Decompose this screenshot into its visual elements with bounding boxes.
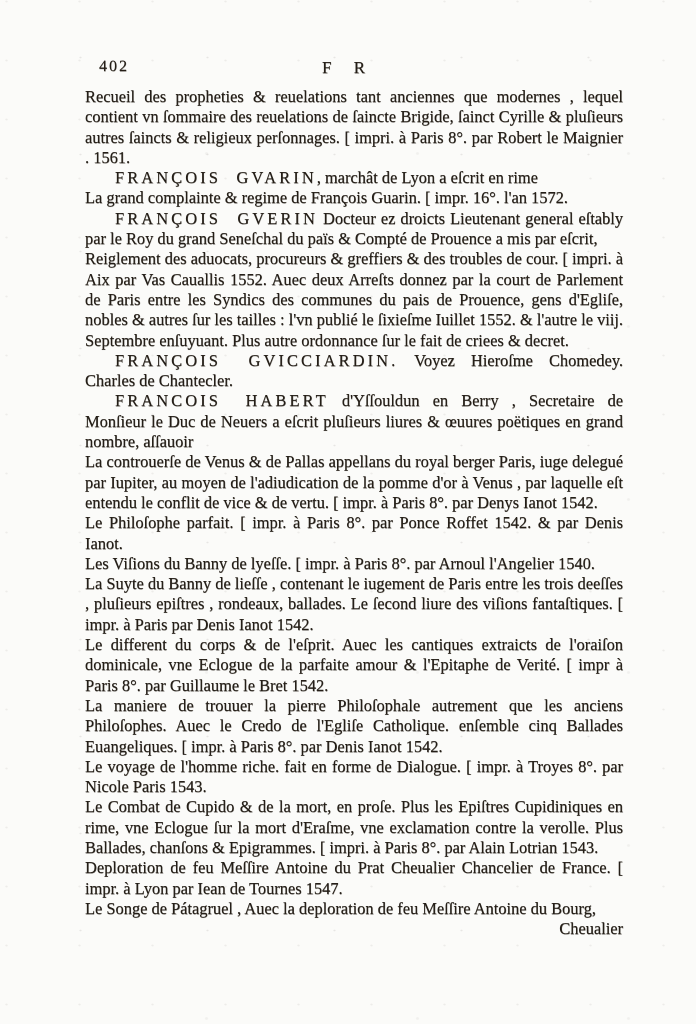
entry-paragraph (85, 168, 623, 188)
entry-paragraph (85, 452, 623, 513)
entry-paragraph (85, 87, 623, 168)
entry-text: La Suyte du Banny de lieſſe , contenant le iugement de Paris entre les trois deeſſes , pluſieurs epiſtres , rondeaux, ballades. Le ſecond liure des viſions fantaſtiques. [ impr. à Paris par Denis Ianot 1542. (85, 574, 624, 634)
entry-paragraph (85, 574, 623, 635)
entry-text: Reiglement des aduocats, procureurs & greffiers & des troubles de cour. [ impri. à Aix par Vas Cauallis 1552. Auec deux Arreſts donnez par la court de Parlement de Paris entre les Syndics des communes du pais de Prouence, gens d'Egliſe, nobles & autres ſur les tailles : l'vn publié le ſixieſme Iuillet 1552. & l'autre le viij. Septembre enſuyuant. Plus autre ordonnance ſur le fait de criees & decret. (85, 249, 623, 350)
entry-text: , marchât de Lyon a eſcrit en rime (316, 168, 538, 188)
entry-paragraph (85, 513, 623, 554)
page-header (0, 0, 696, 82)
entry-paragraph (85, 188, 623, 208)
entry-paragraph (85, 797, 623, 858)
entry-text: Le different du corps & de l'eſprit. Auec les cantiques extraicts de l'oraiſon dominicale, vne Eclogue de la parfaite amour & l'Epitaphe de Verité. [ impr à Paris 8°. par Guillaume le Bret 1542. (85, 635, 623, 695)
entry-text: Voyez Hieroſme Chomedey. Charles de Chantecler. (85, 350, 623, 391)
catchword-row (85, 919, 623, 939)
entry-text: La controuerſe de Venus & de Pallas appellans du royal berger Paris, iuge delegué par Iupiter, au moyen de l'adiudication de la pomme d'or à Venus , par laquelle eſt entendu le conflit de vice & de vertu. [ impr. à Paris 8°. par Denys Ianot 1542. (85, 452, 623, 512)
entry-text: Le Philoſophe parfait. [ impr. à Paris 8°. par Ponce Roffet 1542. & par Denis Ianot. (85, 513, 623, 553)
entry-paragraph (85, 696, 623, 757)
page-number: 402 (99, 58, 129, 75)
entry-paragraph (85, 209, 623, 250)
catchword: Cheualier (559, 919, 623, 939)
entry-paragraph (85, 391, 623, 452)
running-title: F R (321, 58, 375, 77)
entry-text: Le Songe de Pátagruel , Auec la deploration de feu Meſſire Antoine du Bourg, (85, 898, 596, 918)
entry-headword: FRANÇOIS GVARIN (115, 168, 317, 188)
text-block (85, 87, 623, 919)
entry-headword: FRANÇOIS GVICCIARDIN. (115, 350, 399, 370)
entry-paragraph (85, 858, 623, 899)
entry-headword: FRANCOIS HABERT (115, 391, 329, 411)
entry-paragraph (85, 757, 623, 798)
entry-text: Deploration de feu Meſſire Antoine du Prat Cheualier Chancelier de France. [ impr. à Lyon par Iean de Tournes 1547. (85, 858, 623, 898)
entry-headword: FRANÇOIS GVERIN (115, 208, 318, 228)
entry-text: Docteur ez droicts Lieutenant general eſtably par le Roy du grand Seneſchal du païs & Compté de Prouence a mis par eſcrit, (85, 208, 624, 249)
entry-text: Le voyage de l'homme riche. fait en forme de Dialogue. [ impr. à Troyes 8°. par Nicole Paris 1543. (85, 756, 623, 797)
entry-text: d'Yſſouldun en Berry , Secretaire de Monſieur le Duc de Neuers a eſcrit pluſieurs liures & œuures poëtiques en grand nombre, aſſauoir (85, 391, 623, 452)
entry-paragraph (85, 899, 623, 919)
entry-text: Recueil des propheties & reuelations tant anciennes que modernes , lequel contient vn ſommaire des reuelations de ſaincte Brigide, ſainct Cyrille & pluſieurs autres ſaincts & religieux perſonnages. [ impri. à Paris 8°. par Robert le Maignier . 1561. (85, 87, 623, 167)
entry-text: La grand complainte & regime de François Guarin. [ impr. 16°. l'an 1572. (85, 188, 568, 208)
entry-paragraph (85, 554, 623, 574)
entry-paragraph (85, 249, 623, 350)
entry-text: La maniere de trouuer la pierre Philoſophale autrement que les anciens Philoſophes. Auec le Credo de l'Egliſe Catholique. enſemble cinq Ballades Euangeliques. [ impr. à Paris 8°. par Denis Ianot 1542. (85, 695, 623, 756)
entry-text: Les Viſions du Banny de lyeſſe. [ impr. à Paris 8°. par Arnoul l'Angelier 1540. (85, 553, 595, 573)
entry-text: Le Combat de Cupido & de la mort, en proſe. Plus les Epiſtres Cupidiniques en rime, vne Eclogue ſur la mort d'Eraſme, vne exclamation contre la verolle. Plus Ballades, chanſons & Epigrammes. [ impri. à Paris 8°. par Alain Lotrian 1543. (85, 797, 623, 857)
entry-paragraph (85, 351, 623, 392)
entry-paragraph (85, 635, 623, 696)
